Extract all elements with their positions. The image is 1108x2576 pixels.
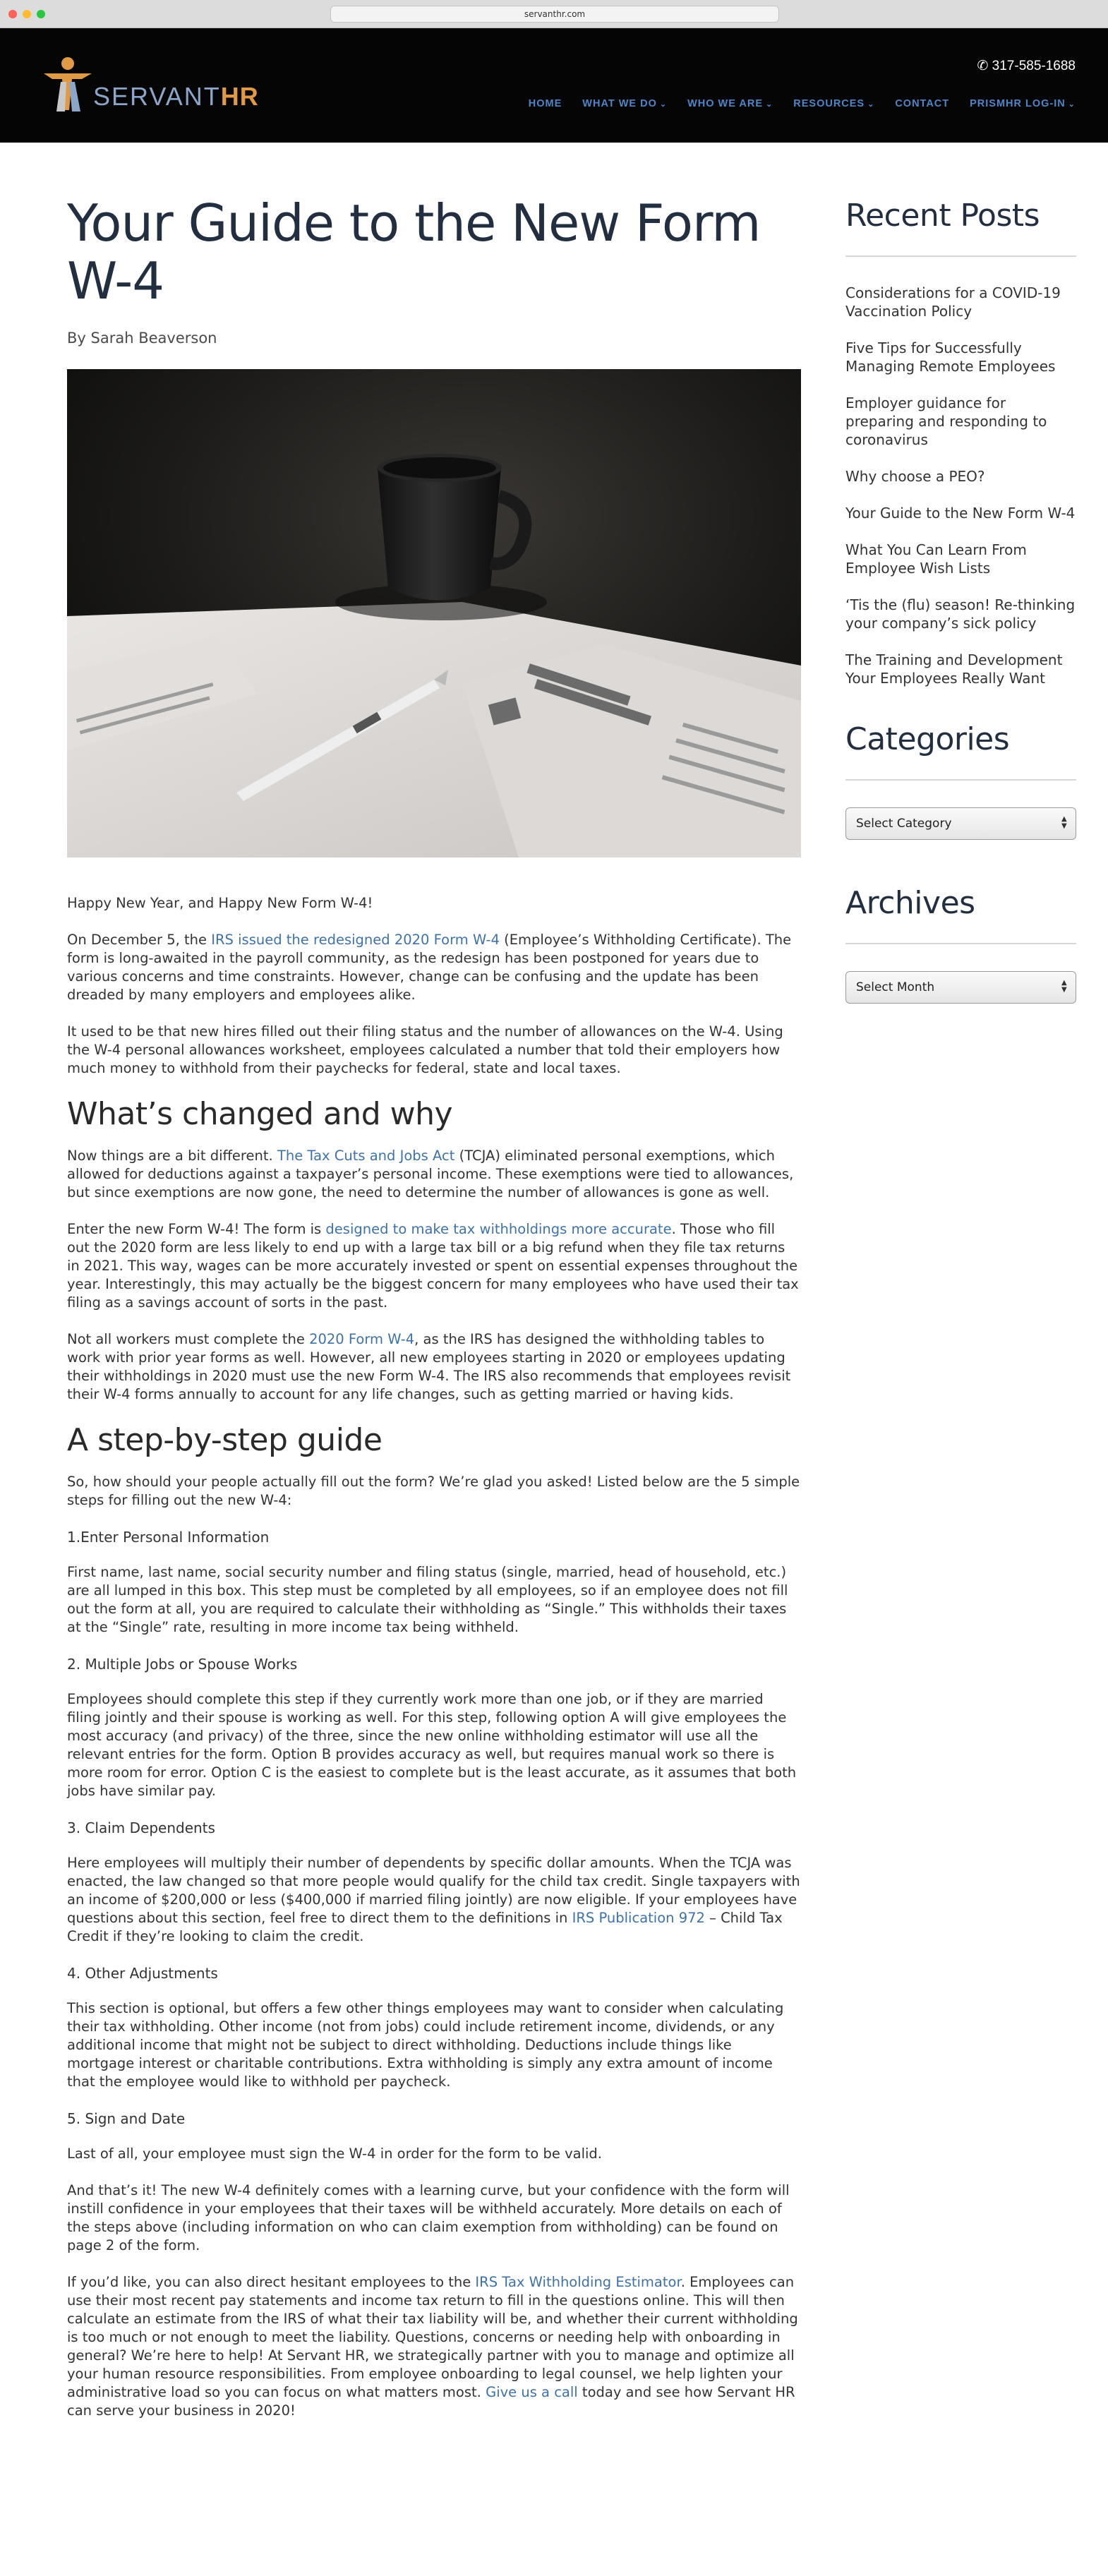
nav-what-we-do[interactable]: WHAT WE DO ⌄ [582,98,668,109]
paragraph-1: On December 5, the IRS issued the redesigned 2020 Form W-4 (Employee’s Withholding Certificate). The form is long-awaited in the payroll community, as the redesign has been postponed for years due to various concerns and time constraints. However, change can be confusing and the update has been dreaded by many employers and employees alike. [67,932,792,1003]
divider [845,943,1076,944]
article-byline: By Sarah Beaverson [67,330,217,347]
maximize-window-button[interactable] [37,10,45,18]
recent-posts-heading: Recent Posts [845,198,1040,234]
recent-post-link[interactable]: What You Can Learn From Employee Wish Lists [845,541,1027,577]
nav-resources[interactable]: RESOURCES ⌄ [793,98,875,109]
sidebar [845,198,1076,1004]
address-bar[interactable]: servanthr.com [330,6,779,23]
hero-image [67,369,801,857]
step-2-text: Employees should complete this step if they currently work more than one job, or if they are married filing jointly and their spouse is working as well. For this step, following option A will give employees the most accuracy (and privacy) of the three, since the new online withholding estimator will use all the relevant entries for the form. Option B provides accuracy as well, but requires manual work so there is more room for error. Option C is the easiest to complete but is the least accurate, as it assumes that both jobs have similar pay. [67,1691,797,1799]
paragraph-3: Now things are a bit different. The Tax Cuts and Jobs Act (TCJA) eliminated personal exemptions, which allowed for deductions against a taxpayer’s personal income. These exemptions were tied to allowances, but since exemptions are now gone, the need to determine the number of allowances is gone as well. [67,1148,794,1200]
paragraph-4: Enter the new Form W-4! The form is designed to make tax withholdings more accurate. Those who fill out the 2020 form are less likely to end up with a large tax bill or a big refund when they file tax returns in 2021. This way, wages can be more accurately invested or spent on essential expenses throughout the year. Interestingly, this may actually be the biggest concern for many employees who have used their tax filing as a savings account of sorts in the past. [67,1221,799,1311]
step-1-heading: 1.Enter Personal Information [67,1529,270,1546]
chevron-down-icon: ⌄ [1068,100,1076,109]
site-header [0,28,1108,143]
browser-chrome [0,0,1108,28]
recent-post-link[interactable]: Why choose a PEO? [845,468,985,485]
coffee-mug-and-w4-form-photo [67,369,801,857]
recent-post-link[interactable]: Employer guidance for preparing and responding to coronavirus [845,395,1047,448]
paragraph-2: It used to be that new hires filled out their filing status and the number of allowances on the W-4. Using the W-4 personal allowances worksheet, employees calculated a number that told their employers how much money to withhold from their paychecks for federal, state and local taxes. [67,1023,783,1076]
more-accurate-link[interactable]: designed to make tax withholdings more accurate [325,1221,672,1237]
step-4-text: This section is optional, but offers a few other things employees may want to consider when calculating their tax withholding. Other income (not from jobs) could include retirement income, dividends, or any additional income that might not be subject to direct withholding. Deductions include things like mortgage interest or charitable contributions. Extra withholding is simply any extra amount of income that the employee would like to withhold per paycheck. [67,2000,784,2090]
paragraph-8: If you’d like, you can also direct hesitant employees to the IRS Tax Withholding Estimator. Employees can use their most recent pay statements and income tax return to fill in the questions online. This will then calculate an estimate from the IRS of what their tax liability will be, and whether their current withholding is too much or not enough to meet the liability. Questions, concerns or needing help with onboarding in general? We’re here to help! At Servant HR, we strategically partner with you to manage and optimize all your human resource responsibilities. From employee onboarding to legal counsel, we help lighten your administrative load so you can focus on what matters most. Give us a call today and see how Servant HR can serve your business in 2020! [67,2274,798,2419]
divider [845,779,1076,781]
section-heading-guide: A step-by-step guide [67,1422,383,1458]
main-navigation [529,98,1076,109]
select-arrows-icon: ▲ ▼ [1061,979,1067,994]
chevron-down-icon: ⌄ [766,100,773,109]
step-3-text: Here employees will multiply their number of dependents by specific dollar amounts. When the TCJA was enacted, the law changed so that more people would qualify for the child tax credit. Single taxpayers with an income of $200,000 or less ($400,000 if married filing jointly) are now eligible. If your employees have questions about this section, feel free to direct them to the definitions in IRS Publication 972 – Child Tax Credit if they’re looking to claim the credit. [67,1855,800,1944]
close-window-button[interactable] [8,10,17,18]
form-w4-2020-link[interactable]: 2020 Form W-4 [309,1331,415,1347]
give-us-a-call-link[interactable]: Give us a call [486,2384,578,2400]
step-4-heading: 4. Other Adjustments [67,1965,218,1982]
logo-wordmark: SERVANTHR [93,82,259,111]
step-3-heading: 3. Claim Dependents [67,1819,215,1836]
nav-home[interactable]: HOME [528,98,562,109]
nav-contact[interactable]: CONTACT [895,98,950,109]
recent-post-link[interactable]: Five Tips for Successfully Managing Remote Employees [845,339,1056,375]
step-2-heading: 2. Multiple Jobs or Spouse Works [67,1656,298,1673]
page-title: Your Guide to the New Form W-4 [67,193,761,311]
phone-icon: ✆ [977,59,989,73]
irs-redesigned-form-link[interactable]: IRS issued the redesigned 2020 Form W-4 [211,932,500,948]
paragraph-7: And that’s it! The new W-4 definitely comes with a learning curve, but your confidence with the form will instill confidence in your employees that their taxes will be withheld accurately. More details on each of the steps above (including information on who can claim exemption from withholding) can be found on page 2 of the form. [67,2182,790,2253]
chevron-down-icon: ⌄ [659,100,668,109]
recent-post-link[interactable]: The Training and Development Your Employees Really Want [845,651,1063,687]
article [67,194,801,2438]
chevron-down-icon: ⌄ [867,100,875,109]
step-5-heading: 5. Sign and Date [67,2110,186,2127]
phone-number-link[interactable]: ✆ 317-585-1688 [977,59,1076,73]
divider [845,255,1076,257]
archives-heading: Archives [845,885,975,921]
paragraph-intro: Happy New Year, and Happy New Form W-4! [67,895,373,911]
categories-heading: Categories [845,721,1010,757]
step-1-text: First name, last name, social security number and filing status (single, married, head of household, etc.) are all lumped in this box. This step must be completed by all employees, so if an employee does not fill out the form at all, you are required to calculate their withholding as “Single.” This withholds their taxes at the “Single” rate, resulting in more income tax being withheld. [67,1564,788,1635]
nav-prismhr-login[interactable]: PRISMHR LOG-IN ⌄ [970,98,1076,109]
tax-withholding-estimator-link[interactable]: IRS Tax Withholding Estimator [475,2274,681,2290]
minimize-window-button[interactable] [23,10,31,18]
nav-who-we-are[interactable]: WHO WE ARE ⌄ [687,98,773,109]
archive-month-select[interactable]: Select Month ▲ ▼ [845,971,1076,1004]
recent-post-link[interactable]: ‘Tis the (flu) season! Re-thinking your company’s sick policy [845,596,1076,632]
step-5-text: Last of all, your employee must sign the W-4 in order for the form to be valid. [67,2145,602,2162]
paragraph-6: So, how should your people actually fill out the form? We’re glad you asked! Listed below are the 5 simple steps for filling out the new W-4: [67,1474,800,1508]
recent-post-link[interactable]: Your Guide to the New Form W-4 [845,505,1076,522]
section-heading-changed: What’s changed and why [67,1096,453,1132]
recent-post-link[interactable]: Considerations for a COVID-19 Vaccination Policy [845,284,1061,320]
select-arrows-icon: ▲ ▼ [1061,815,1067,830]
paragraph-5: Not all workers must complete the 2020 Form W-4, as the IRS has designed the withholding tables to work with prior year forms as well. However, all new employees starting in 2020 or employees updating their withholdings in 2020 must use the new Form W-4. The IRS also recommends that employees revisit their W-4 forms annually to account for any life changes, such as getting married or having kids. [67,1331,791,1402]
category-select[interactable]: Select Category ▲ ▼ [845,807,1076,840]
servanthr-logo[interactable] [41,55,288,119]
irs-publication-972-link[interactable]: IRS Publication 972 [572,1910,705,1926]
tcja-link[interactable]: The Tax Cuts and Jobs Act [277,1148,455,1164]
